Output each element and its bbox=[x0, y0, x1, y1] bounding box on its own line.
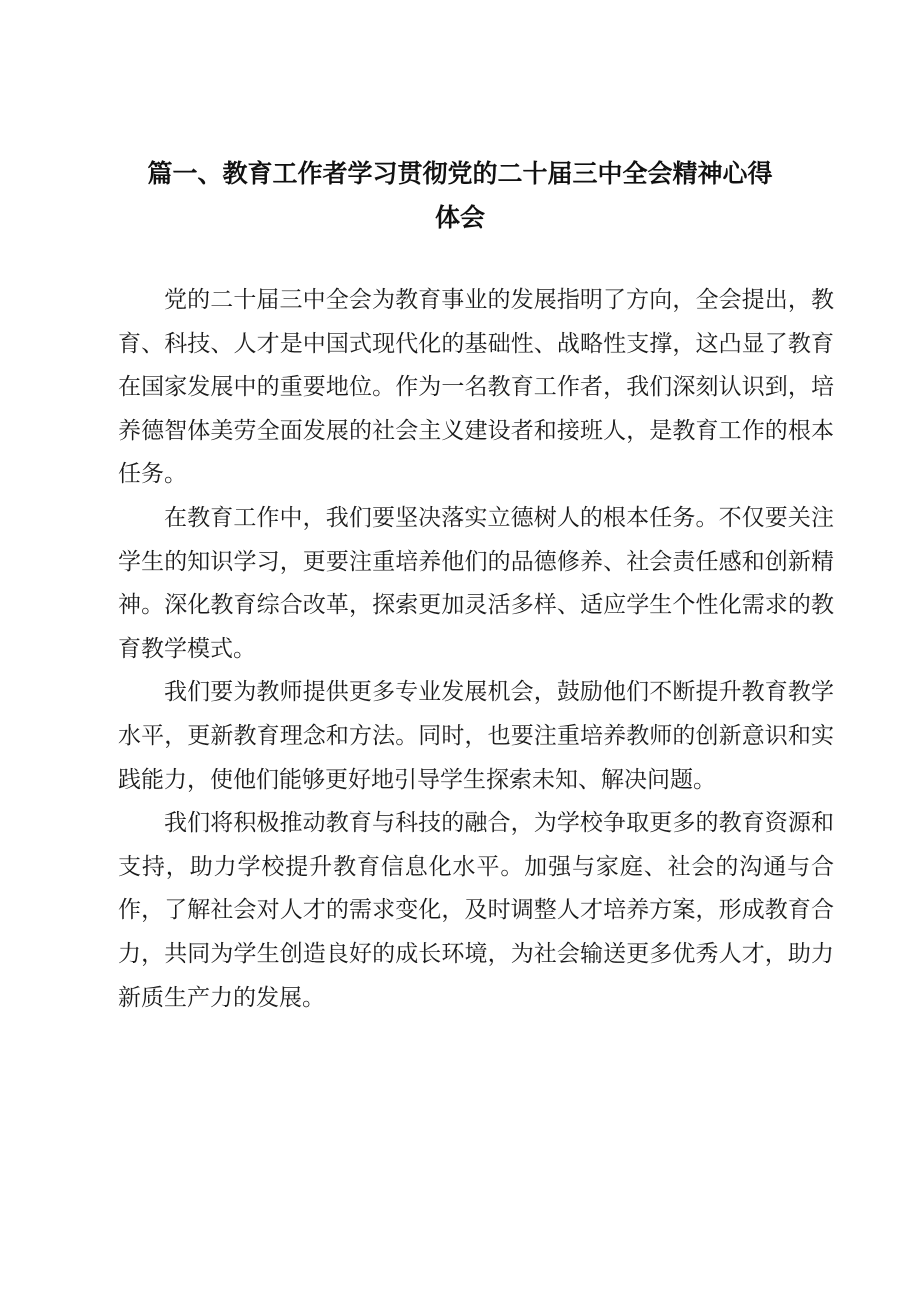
paragraph-1: 党的二十届三中全会为教育事业的发展指明了方向，全会提出，教育、科技、人才是中国式现代化的基础性、战略性支撑，这凸显了教育在国家发展中的重要地位。作为一名教育工作者，我们深刻认识到，培养德智体美劳全面发展的社会主义建设者和接班人，是教育工作的根本任务。 bbox=[118, 287, 834, 488]
paragraph-4: 我们将积极推动教育与科技的融合，为学校争取更多的教育资源和支持，助力学校提升教育信息化水平。加强与家庭、社会的沟通与合作，了解社会对人才的需求变化，及时调整人才培养方案，形成教育合力，共同为学生创造良好的成长环境，为社会输送更多优秀人才，助力新质生产力的发展。 bbox=[118, 810, 834, 1011]
document-body bbox=[118, 279, 834, 1020]
title-line-1: 篇一、教育工作者学习贯彻党的二十届三中全会精神心得 bbox=[147, 159, 773, 188]
paragraph-3: 我们要为教师提供更多专业发展机会，鼓励他们不断提升教育教学水平，更新教育理念和方法。同时，也要注重培养教师的创新意识和实践能力，使他们能够更好地引导学生探索未知、解决问题。 bbox=[118, 679, 834, 793]
title-line-2: 体会 bbox=[434, 203, 485, 232]
document-title bbox=[120, 152, 800, 240]
paragraph-2: 在教育工作中，我们要坚决落实立德树人的根本任务。不仅要关注学生的知识学习，更要注重培养他们的品德修养、社会责任感和创新精神。深化教育综合改革，探索更加灵活多样、适应学生个性化需求的教育教学模式。 bbox=[118, 504, 834, 662]
